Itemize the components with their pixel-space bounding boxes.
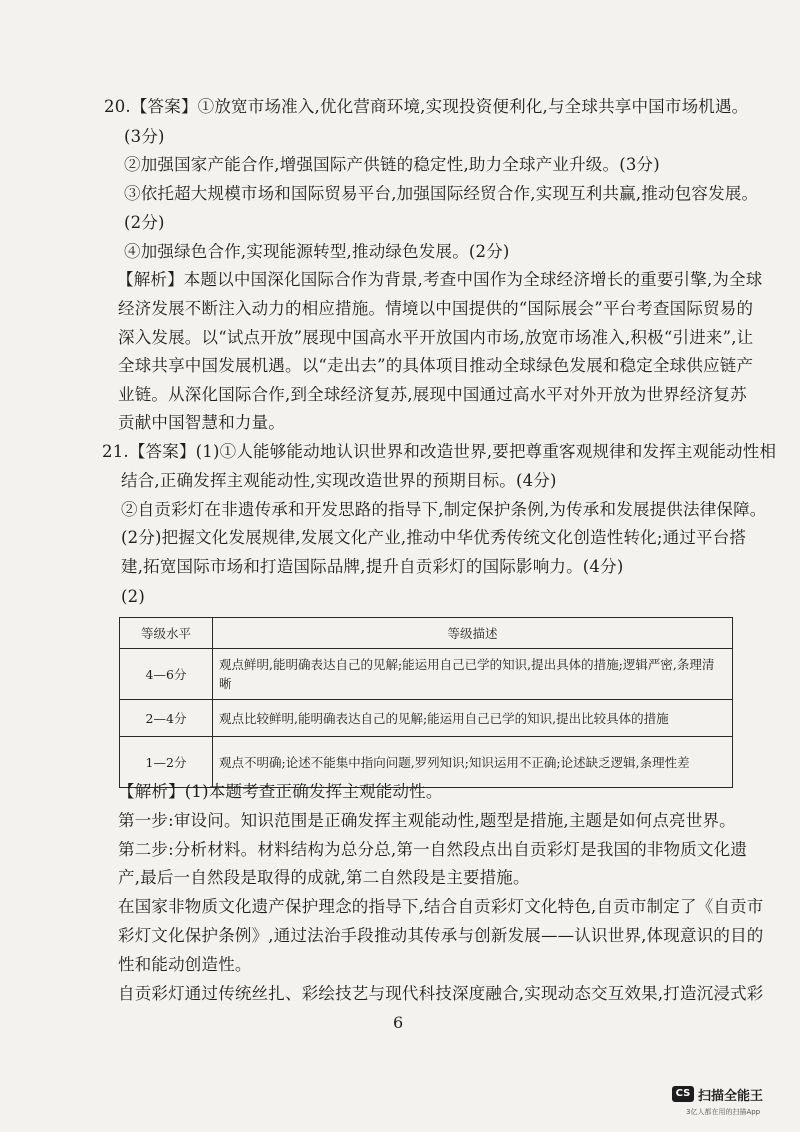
- header-level: 等级水平: [120, 618, 213, 649]
- q20-analysis-line-1: 【解析】本题以中国深化国际合作为背景,考查中国作为全球经济增长的重要引擎,为全球: [117, 270, 763, 289]
- q20-answer-line-3: ②加强国家产能合作,增强国际产供链的稳定性,助力全球产业升级。(3分): [124, 155, 660, 174]
- q20-answer-line-6: ④加强绿色合作,实现能源转型,推动绿色发展。(2分): [124, 242, 510, 261]
- table-row: [120, 700, 733, 737]
- q21-answer-line-5: 建,拓宽国际市场和打造国际品牌,提升自贡彩灯的国际影响力。(4分): [121, 557, 624, 576]
- q20-analysis-line-3: 深入发展。以“试点开放”展现中国高水平开放国内市场,放宽市场准入,积极“引进来”,让: [118, 328, 754, 347]
- q21-analysis-line-8: 自贡彩灯通过传统丝扎、彩绘技艺与现代科技深度融合,实现动态交互效果,打造沉浸式彩: [118, 984, 764, 1003]
- q21-answer-line-2: 结合,正确发挥主观能动性,实现改造世界的预期目标。(4分): [121, 471, 557, 490]
- q21-part2-label: (2): [121, 587, 145, 606]
- description-cell: 观点不明确;论述不能集中指向问题,罗列知识;知识运用不正确;论述缺乏逻辑,条理性差: [213, 737, 733, 788]
- table-row: [120, 649, 733, 700]
- q20-analysis-line-5: 业链。从深化国际合作,到全球经济复苏,展现中国通过高水平对外开放为世界经济复苏: [118, 385, 747, 404]
- q20-analysis-line-2: 经济发展不断注入动力的相应措施。情境以中国提供的“国际展会”平台考查国际贸易的: [118, 299, 754, 318]
- q20-answer-line-4: ③依托超大规模市场和国际贸易平台,加强国际经贸合作,实现互利共赢,推动包容发展。: [124, 184, 759, 203]
- q20-answer-line-1: 20.【答案】①放宽市场准入,优化营商环境,实现投资便利化,与全球共享中国市场机遇。: [104, 97, 749, 116]
- q21-analysis-line-1: 【解析】(1)本题考查正确发挥主观能动性。: [118, 782, 443, 801]
- q21-answer-line-3: ②自贡彩灯在非遗传承和开发思路的指导下,制定保护条例,为传承和发展提供法律保障。: [121, 500, 767, 519]
- q21-answer-line-1: 21.【答案】(1)①人能够能动地认识世界和改造世界,要把尊重客观规律和发挥主观能动性相: [102, 442, 777, 461]
- q21-analysis-line-3: 第二步:分析材料。材料结构为总分总,第一自然段点出自贡彩灯是我国的非物质文化遗: [118, 840, 748, 859]
- q21-analysis-line-5: 在国家非物质文化遗产保护理念的指导下,结合自贡彩灯文化特色,自贡市制定了《自贡市: [118, 897, 764, 916]
- level-cell: 4—6分: [120, 649, 213, 700]
- camscanner-logo-icon: CS: [672, 1086, 694, 1102]
- scanner-watermark: [672, 1084, 790, 1124]
- q21-analysis-line-6: 彩灯文化保护条例》,通过法治手段推动其传承与创新发展——认识世界,体现意识的目的: [118, 926, 764, 945]
- q21-analysis-line-7: 性和能动创造性。: [118, 955, 252, 974]
- q20-analysis-line-6: 贡献中国智慧和力量。: [118, 413, 285, 432]
- q20-answer-line-2: (3分): [124, 127, 165, 146]
- q21-analysis-line-2: 第一步:审设问。知识范围是正确发挥主观能动性,题型是措施,主题是如何点亮世界。: [118, 811, 736, 830]
- header-description: 等级描述: [213, 618, 733, 649]
- watermark-tagline: 3亿人都在用的扫描App: [686, 1108, 761, 1116]
- page-number: 6: [393, 1013, 404, 1032]
- q21-analysis-line-4: 产,最后一自然段是取得的成就,第二自然段是主要措施。: [118, 868, 530, 887]
- description-cell: 观点比较鲜明,能明确表达自己的见解;能运用自己已学的知识,提出比较具体的措施: [213, 700, 733, 737]
- level-cell: 1—2分: [120, 737, 213, 788]
- q20-analysis-line-4: 全球共享中国发展机遇。以“走出去”的具体项目推动全球绿色发展和稳定全球供应链产: [118, 356, 754, 375]
- grading-table: [119, 617, 733, 788]
- watermark-name: 扫描全能王: [698, 1089, 764, 1104]
- description-cell: 观点鲜明,能明确表达自己的见解;能运用自己已学的知识,提出具体的措施;逻辑严密,条理清晰: [213, 649, 733, 700]
- q21-answer-line-4: (2分)把握文化发展规律,发展文化产业,推动中华优秀传统文化创造性转化;通过平台搭: [121, 528, 747, 547]
- q20-answer-line-5: (2分): [124, 213, 165, 232]
- grading-table-header: [120, 618, 733, 649]
- level-cell: 2—4分: [120, 700, 213, 737]
